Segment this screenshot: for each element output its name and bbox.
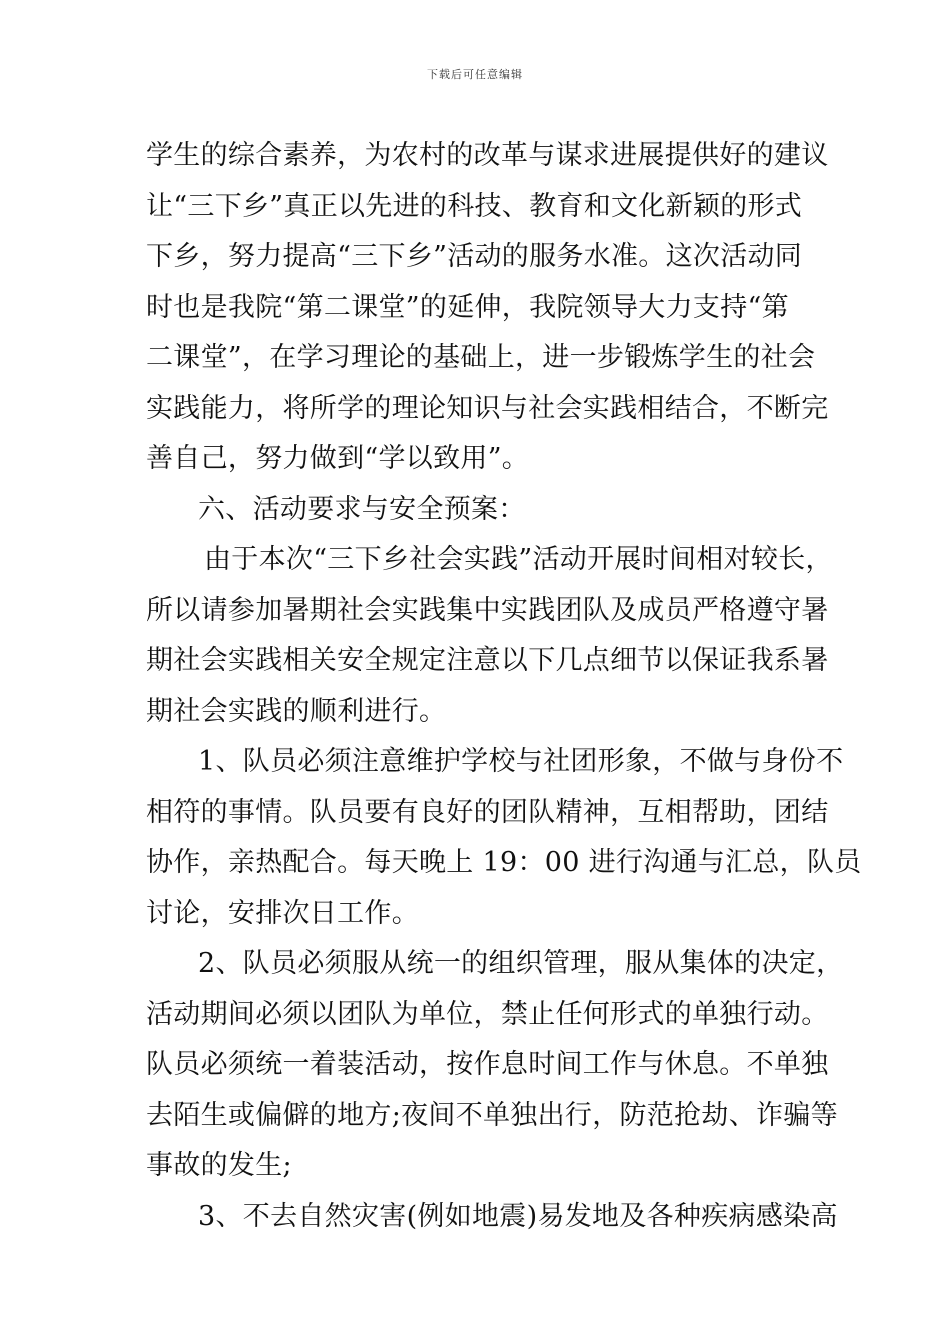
text-line: 去陌生或偏僻的地方;夜间不单独出行，防范抢劫、诈骗等 (146, 1099, 838, 1131)
text-line: 事故的发生; (146, 1150, 292, 1181)
text-line: 善自己，努力做到“学以致用”。 (146, 443, 530, 474)
list-item-1-start: 1、队员必须注意维护学校与社团形象，不做与身份不 (198, 746, 844, 777)
text-line: 时也是我院“第二课堂”的延伸，我院领导大力支持“第 (146, 291, 789, 323)
list-item-2-start: 2、队员必须服从统一的组织管理，服从集体的决定， (198, 948, 844, 979)
list-item-3-start: 3、不去自然灾害(例如地震)易发地及各种疾病感染高 (198, 1200, 838, 1232)
text-line: 二课堂”，在学习理论的基础上，进一步锻炼学生的社会 (146, 342, 816, 373)
text-line: 活动期间必须以团队为单位，禁止任何形式的单独行动。 (146, 998, 829, 1030)
text-line: 学生的综合素养，为农村的改革与谋求进展提供好的建议 (146, 140, 829, 171)
text-line: 所以请参加暑期社会实践集中实践团队及成员严格遵守暑 (146, 594, 829, 626)
page-header: 下载后可任意编辑 (427, 68, 523, 81)
text-line: 实践能力，将所学的理论知识与社会实践相结合，不断完 (146, 392, 829, 424)
text-line: 相符的事情。队员要有良好的团队精神，互相帮助，团结 (146, 796, 829, 828)
document-body (146, 131, 862, 1242)
text-line: 期社会实践的顺利进行。 (146, 695, 447, 727)
text-line: 期社会实践相关安全规定注意以下几点细节以保证我系暑 (146, 645, 829, 676)
paragraph-start: 由于本次“三下乡社会实践”活动开展时间相对较长， (204, 544, 833, 575)
text-line: 队员必须统一着装活动，按作息时间工作与休息。不单独 (146, 1049, 829, 1080)
text-line: 让“三下乡”真正以先进的科技、教育和文化新颖的形式 (146, 190, 803, 222)
text-line: 讨论，安排次日工作。 (146, 897, 419, 929)
section-heading: 六、活动要求与安全预案： (198, 493, 526, 525)
text-line: 下乡，努力提高“三下乡”活动的服务水准。这次活动同 (146, 241, 803, 272)
text-line: 协作，亲热配合。每天晚上 19：00 进行沟通与汇总，队员 (146, 847, 862, 878)
